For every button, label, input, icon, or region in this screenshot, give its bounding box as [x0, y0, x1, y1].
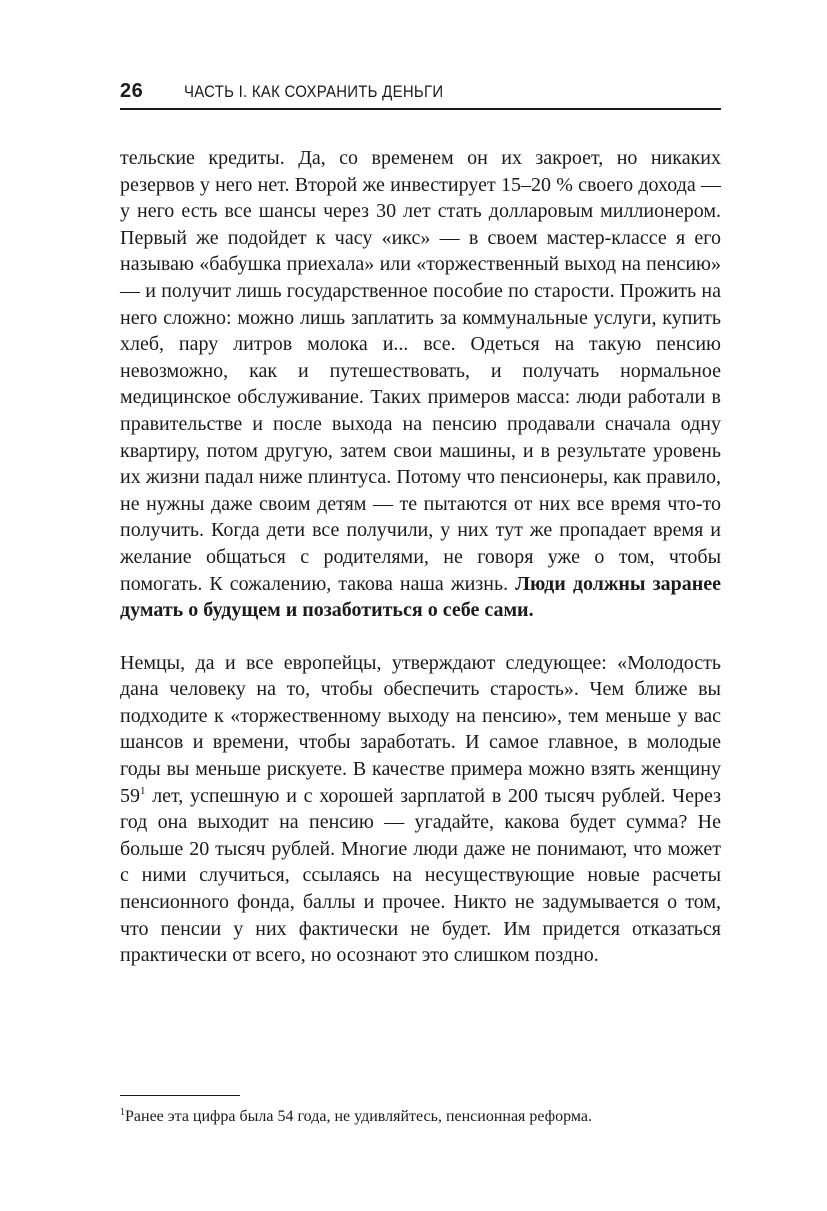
footnote-divider [120, 1095, 240, 1096]
footnote-text: Ранее эта цифра была 54 года, не удивляйтесь, пенсионная реформа. [125, 1108, 592, 1125]
paragraph-1 [120, 145, 721, 624]
paragraph-1-text: тельские кредиты. Да, со временем он их закроет, но никаких резервов у него нет. Второй же инвестирует 15–20 % своего дохода — у него есть все шансы через 30 лет стать долларовым миллионером. Первый же подойдет к часу «икс» — в своем мастер-классе я его называю «бабушка приехала» или «торжественный выход на пенсию» — и получит лишь государственное пособие по старости. Прожить на него сложно: можно лишь заплатить за коммунальные услуги, купить хлеб, пару литров молока и... все. Одеться на такую пенсию невозможно, как и путешествовать, и получать нормальное медицинское обслуживание. Таких примеров масса: люди работали в правительстве и после выхода на пенсию продавали сначала одну квартиру, потом другую, затем свои машины, и в результате уровень их жизни падал ниже плинтуса. Потому что пенсионеры, как правило, не нужны даже своим детям — те пытаются от них все время что-то получить. Когда дети все получили, у них тут же пропадает время и желание общаться с родителями, не говоря уже о том, чтобы помогать. К сожалению, такова наша жизнь. [120, 147, 721, 595]
footnote-reference[interactable]: 1 [140, 784, 146, 797]
running-head [120, 76, 721, 110]
page-number: 26 [120, 80, 144, 102]
paragraph-2-text-after: лет, успешную и с хорошей зарплатой в 200 тысяч рублей. Через год она выходит на пенсию — угадайте, какова будет сумма? Не больше 20 тысяч рублей. Многие люди даже не понимают, что может с ними случиться, ссылаясь на несуществующие новые расчеты пенсионного фонда, баллы и прочее. Никто не задумывается о том, что пенсии у них фактически не будет. Им придется отказаться практически от всего, но осознают это слишком поздно. [120, 784, 721, 967]
paragraph-1-bold-conclusion: Люди должны заранее думать о будущем и позаботиться о себе сами. [120, 572, 722, 622]
footnote-mark: 1 [120, 1107, 125, 1118]
chapter-title: ЧАСТЬ I. КАК СОХРАНИТЬ ДЕНЬГИ [184, 82, 444, 101]
body-text [120, 145, 721, 969]
paragraph-2-text-before: Немцы, да и все европейцы, утверждают следующее: «Молодость дана человеку на то, чтобы обеспечить старость». Чем ближе вы подходите к «торжественному выходу на пенсию», тем меньше у вас шансов и времени, чтобы заработать. И самое главное, в молодые годы вы меньше рискуете. В качестве примера можно взять женщину 59 [120, 651, 721, 807]
footnote [120, 1106, 721, 1128]
paragraph-2 [120, 650, 721, 969]
